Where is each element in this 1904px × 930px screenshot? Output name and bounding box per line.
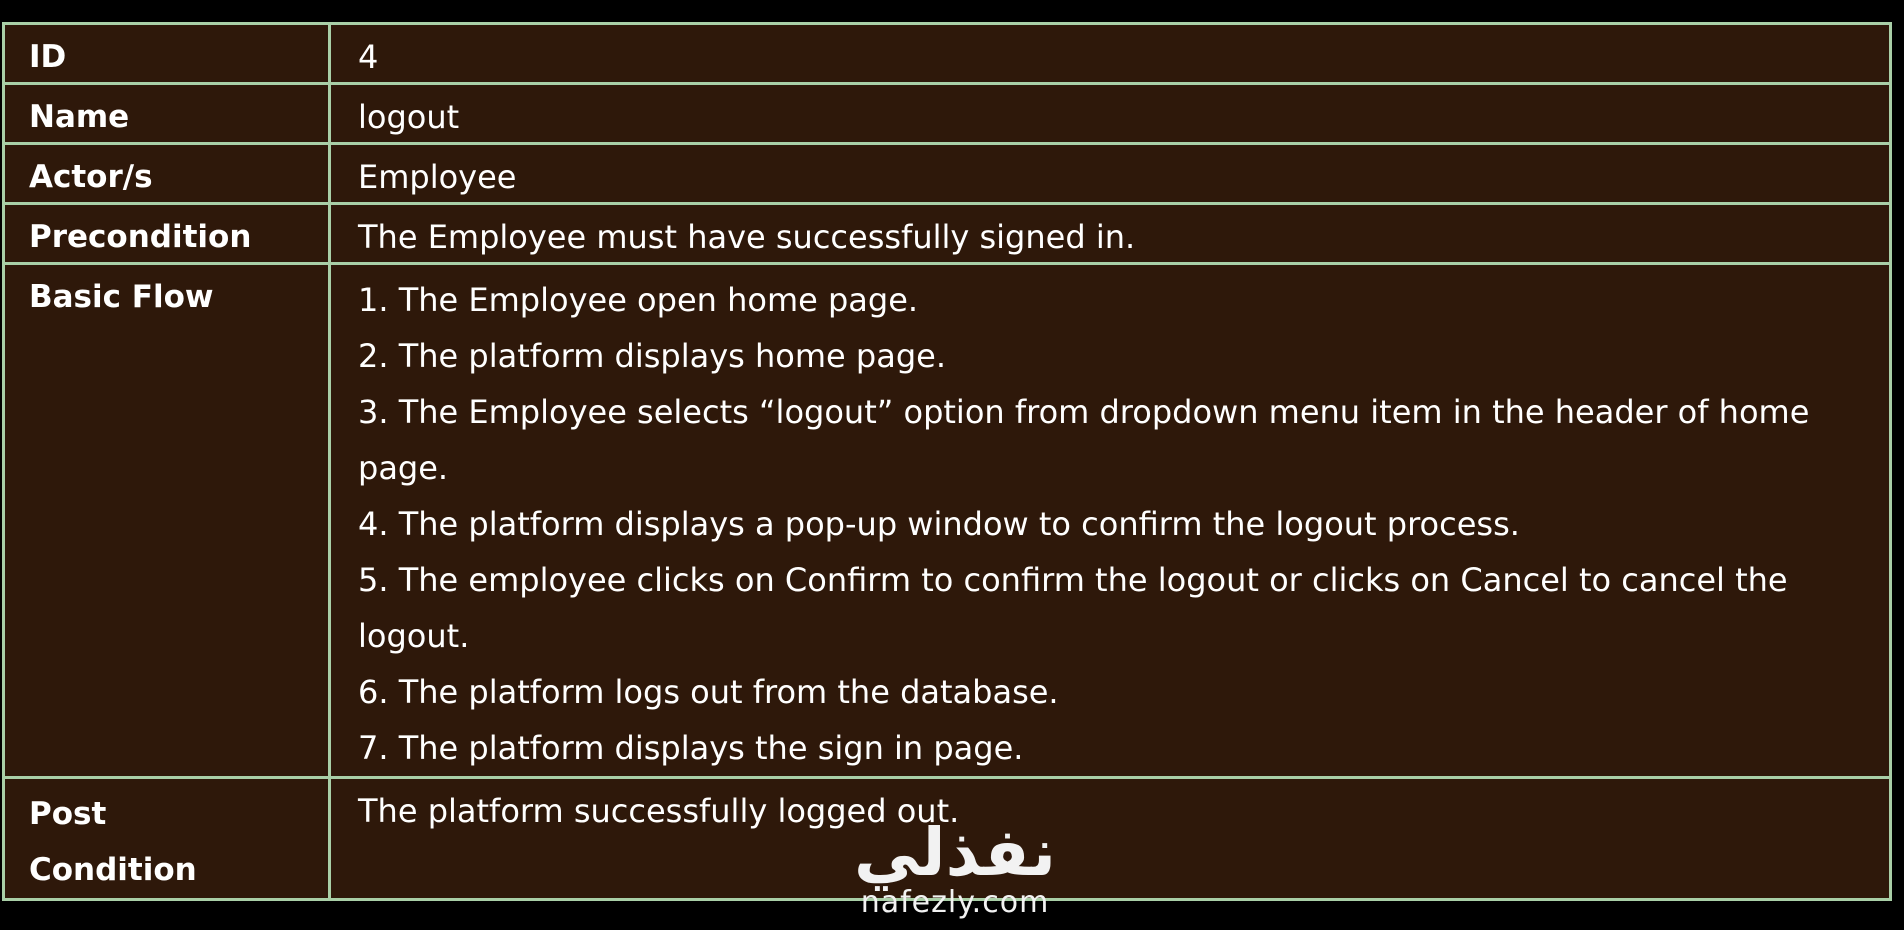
basic-flow-step: 7. The platform displays the sign in page.: [358, 729, 1024, 767]
post-condition-label: [4, 778, 330, 900]
table-row-precondition: [4, 204, 1891, 264]
actor-value: Employee: [330, 144, 1891, 204]
basic-flow-value: [330, 264, 1891, 778]
basic-flow-label: Basic Flow: [4, 264, 330, 778]
basic-flow-step: 4. The platform displays a pop-up window to confirm the logout process.: [358, 505, 1520, 543]
name-label: Name: [4, 84, 330, 144]
basic-flow-step: 1. The Employee open home page.: [358, 281, 919, 319]
post-condition-label-line1: Post: [29, 796, 107, 832]
basic-flow-list: [358, 272, 1889, 776]
basic-flow-step: 3. The Employee selects “logout” option from dropdown menu item in the header of home page.: [358, 393, 1810, 487]
name-value: logout: [330, 84, 1891, 144]
precondition-label: Precondition: [4, 204, 330, 264]
post-condition-value: The platform successfully logged out.: [330, 778, 1891, 900]
use-case-table: [2, 22, 1892, 901]
table-row-id: [4, 24, 1891, 84]
id-value: 4: [330, 24, 1891, 84]
basic-flow-step: 2. The platform displays home page.: [358, 337, 946, 375]
table-row-actor: [4, 144, 1891, 204]
basic-flow-step: 5. The employee clicks on Confirm to confirm the logout or clicks on Cancel to cancel the logout.: [358, 561, 1788, 655]
actor-label: Actor/s: [4, 144, 330, 204]
table-row-basic-flow: [4, 264, 1891, 778]
watermark-logo-block: [840, 814, 1070, 920]
id-label: ID: [4, 24, 330, 84]
basic-flow-step: 6. The platform logs out from the database.: [358, 673, 1059, 711]
watermark-url: nafezly.com: [860, 885, 1050, 920]
precondition-value: The Employee must have successfully signed in.: [330, 204, 1891, 264]
table-row-name: [4, 84, 1891, 144]
post-condition-label-line2: Condition: [29, 852, 197, 888]
watermark-logo: نفذلي: [854, 814, 1056, 891]
